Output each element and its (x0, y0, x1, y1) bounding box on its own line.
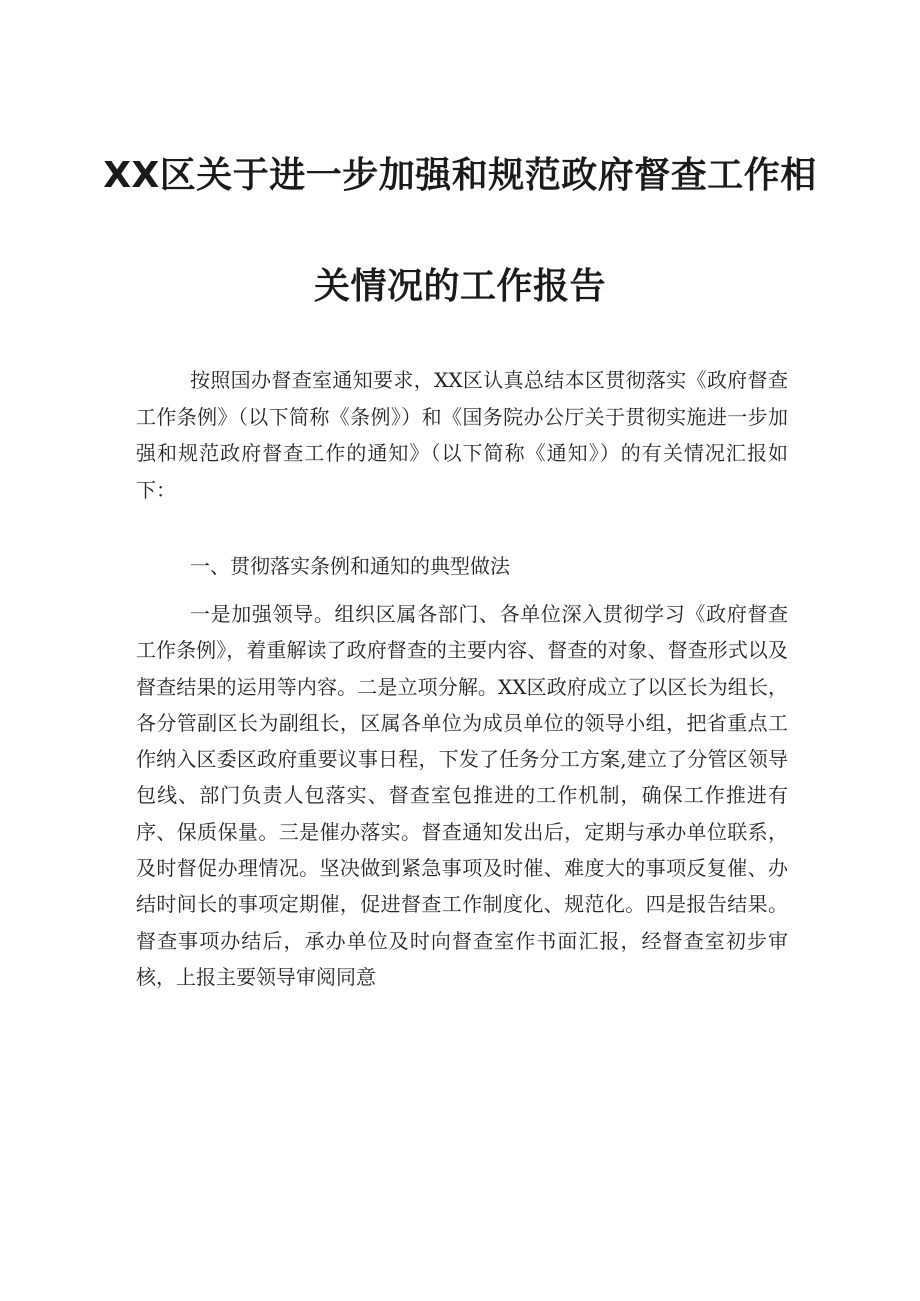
document-title-line-1: XX区关于进一步加强和规范政府督查工作相 (103, 155, 817, 196)
main-paragraph: 一是加强领导。组织区属各部门、各单位深入贯彻学习《政府督查工作条例》，着重解读了政府督查的主要内容、督查的对象、督查形式以及督查结果的运用等内容。二是立项分解。XX区政府成立了以区长为组长，各分管副区长为副组长，区属各单位为成员单位的领导小组，把省重点工作纳入区委区政府重要议事日程，下发了任务分工方案,建立了分管区领导包线、部门负责人包落实、督查室包推进的工作机制，确保工作推进有序、保质保量。三是催办落实。督查通知发出后，定期与承办单位联系，及时督促办理情况。坚决做到紧急事项及时催、难度大的事项反复催、办结时间长的事项定期催，促进督查工作制度化、规范化。四是报告结果。督查事项办结后，承办单位及时向督查室作书面汇报，经督查室初步审核，上报主要领导审阅同意 (136, 602, 788, 989)
intro-paragraph: 按照国办督查室通知要求，XX区认真总结本区贯彻落实《政府督查工作条例》（以下简称《条例》）和《国务院办公厅关于贯彻实施进一步加强和规范政府督查工作的通知》（以下简称《通知》）的有关情况汇报如下： (136, 368, 788, 503)
document-title-line-2: 关情况的工作报告 (313, 266, 606, 307)
section-heading: 一、贯彻落实条例和通知的典型做法 (190, 554, 510, 578)
